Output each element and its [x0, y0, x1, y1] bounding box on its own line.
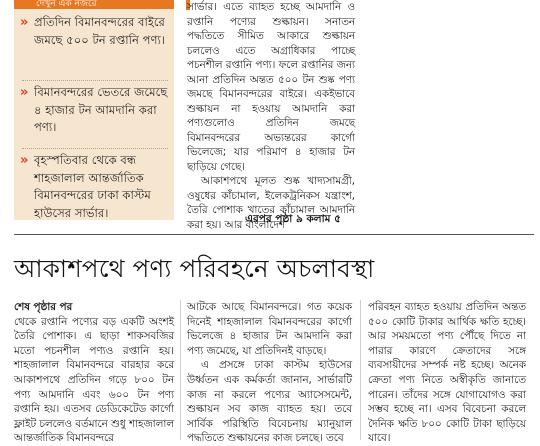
highlight-item: [20, 152, 172, 222]
column-rule: [360, 300, 361, 440]
double-chevron-icon: »: [20, 153, 29, 168]
double-chevron-icon: »: [20, 85, 29, 100]
highlight-divider: [22, 80, 168, 81]
article-paragraph: আটকে আছে বিমানবন্দরে। গত কয়েক দিনেই শাহজালাল বিমানবন্দরের কার্গো ভিলেজে ৪ হাজার টন আমদানি করা পণ্য জমেছে, যা প্রতিদিনই বাড়ছে।: [187, 301, 352, 357]
highlight-text: প্রতিদিন বিমানবন্দরের বাইরে জমছে ৫০০ টন রপ্তানি পণ্য।: [34, 15, 165, 47]
highlight-text: বিমানবন্দরের ভেতরে জমেছে ৪ হাজার টন আমদানি করা পণ্য।: [34, 85, 168, 134]
double-chevron-icon: »: [20, 15, 29, 30]
section-divider: [14, 234, 534, 235]
column-rule: [180, 300, 181, 440]
highlight-item: [20, 84, 172, 137]
story-paragraph: সার্ভার। এতে ব্যাহত হচ্ছে আমদানি ও রপ্তানি পণ্যের শুল্কায়ন। সনাতন পদ্ধতিতে সীমিত আকারে শুল্কায়ন চললেও এতে অগ্রাধিকার পাচ্ছে পচনশীল রপ্তানি পণ্য। ফলে রপ্তানির জন্য আনা প্রতিদিন অন্তত ৫০০ টন শুষ্ক পণ্য জমছে বিমানবন্দরের বাইরে। একইভাবে শুল্কায়ন না হওয়ায় আমদানি করা পণ্যগুলোও প্রতিদিন জমছে বিমানবন্দরের অভ্যন্তরের কার্গো ভিলেজে; যার পরিমাণ ৪ হাজার টন ছাড়িয়ে গেছে।: [187, 1, 355, 173]
highlight-item: [20, 14, 172, 49]
story-paragraph: আকাশপথে মূলত শুষ্ক খাদ্যসামগ্রী, ওষুধের কাঁচামাল, ইলেকট্রনিকস যন্ত্রাংশ, তৈরি পোশাক খাতের কাঁচামাল আমদানি করা হয়। আর বাংলাদেশ: [187, 175, 355, 231]
article-column-2: [187, 300, 352, 446]
headline: আকাশপথে পণ্য পরিবহনে অচলাবস্থা: [14, 254, 375, 283]
article-paragraph: এ প্রসঙ্গে ঢাকা কাস্টম হাউসের উর্ধ্বতন এক কর্মকর্তা জানান, সার্ভারটি কাজ না করলে পণ্যের অ্যাসেসমেন্ট, শুল্কায়ন সব কাজ ব্যাহত হয়। তবে সার্বিক পরিস্থিতি বিবেচনায় ম্যানুয়াল পদ্ধতিতে শুল্কায়নের কাজ চলছে। তবে: [187, 359, 352, 445]
highlight-divider: [22, 148, 168, 149]
highlights-header: দেখুন এক নজরে: [14, 0, 174, 9]
highlight-text: বৃহস্পতিবার থেকে বন্ধ শাহজালাল আন্তর্জাতিক বিমানবন্দরের ঢাকা কাস্টম হাউসের সার্ভার।: [34, 153, 151, 220]
article-paragraph: থেকে রপ্তানি পণ্যের বড় একটি অংশই তৈরি পোশাক। এ ছাড়া শাকসবজির মতো পচনশীল পণ্যও রপ্তানি হয়। শাহজালাল বিমানবন্দরে বারহার করে আকাশপথে প্রতিদিন গড়ে ৮০০ টন পণ্য আমদানি এবং ৬০০ টন পণ্য রপ্তানি হয়। এতসব ডেডিকেটেড কার্গো ফ্লাইট চললেও বর্তমানে শুধু শাহজালাল আন্তর্জাতিক বিমানবন্দরে: [14, 315, 174, 445]
continued-on-label: এরপর পৃষ্ঠা ৯ কলাম ৫: [245, 213, 341, 225]
story-column: [187, 0, 355, 232]
highlights-box: [14, 0, 174, 220]
article-column-3: [368, 300, 526, 446]
article-column-1: [14, 300, 174, 446]
article-paragraph: পরিবহন ব্যাহত হওয়ায় প্রতিদিন অন্তত ৫০০ কোটি টাকার আর্থিক ক্ষতি হচ্ছে। আর সময়মতো পণ্য পৌঁছে দিতে না পারার কারণে ক্রেতাদের সঙ্গে ব্যবসায়ীদের সম্পর্ক নষ্ট হচ্ছে। অনেক ক্রেতা পণ্য নিতে অস্বীকৃতি জানাতে পারেন। তাঁদের সঙ্গে যোগাযোগও করা সম্ভব হচ্ছে না। এসব বিবেচনা করলে দৈনিক ক্ষতি ৮০০ কোটি টাকা ছাড়িয়ে যাবে।: [368, 301, 526, 445]
continued-from-label: শেষ পৃষ্ঠার পর: [14, 301, 73, 313]
